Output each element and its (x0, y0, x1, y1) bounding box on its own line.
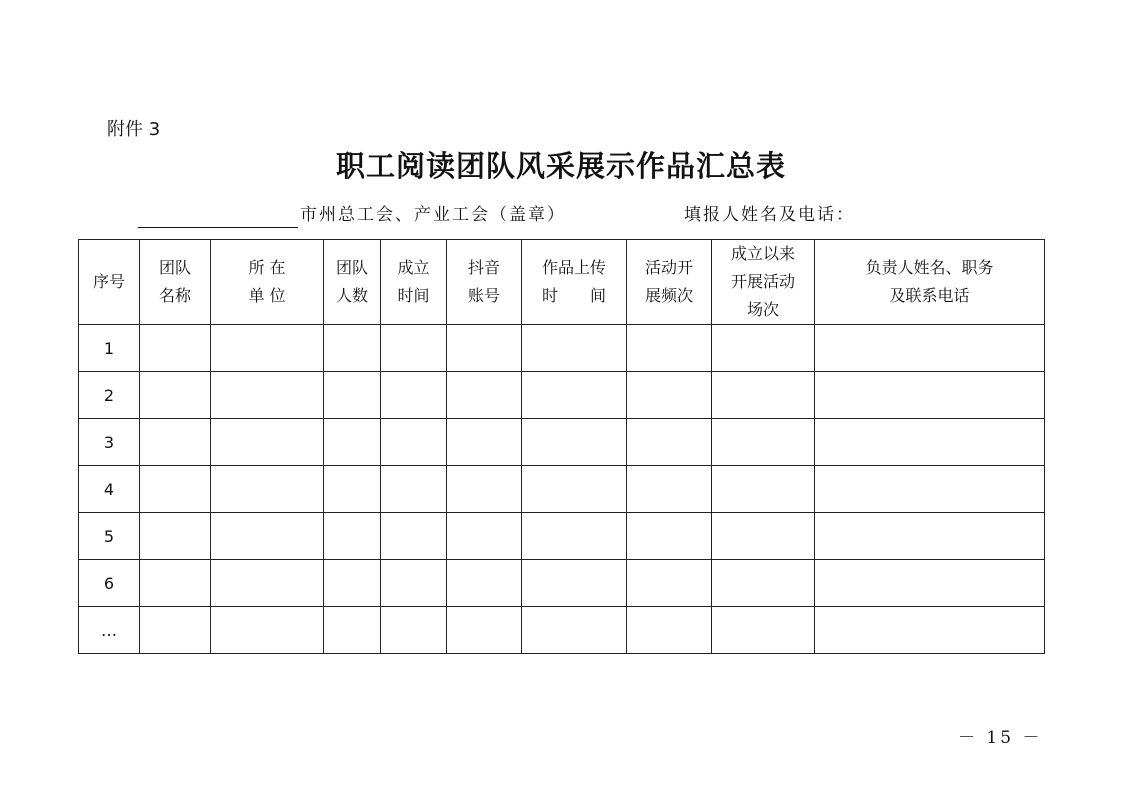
table-cell (815, 513, 1045, 560)
table-cell (522, 607, 627, 654)
table-cell (381, 372, 447, 419)
row-index: 2 (79, 372, 140, 419)
table-cell (712, 466, 815, 513)
row-index: 3 (79, 419, 140, 466)
table-cell (712, 607, 815, 654)
table-cell (211, 607, 324, 654)
header-index: 序号 (79, 240, 140, 325)
table-cell (712, 513, 815, 560)
table-cell (712, 325, 815, 372)
table-cell (140, 607, 211, 654)
table-cell (522, 372, 627, 419)
table-cell (712, 560, 815, 607)
row-index: 5 (79, 513, 140, 560)
submission-line (138, 202, 855, 228)
header-contact: 负责人姓名、职务 及联系电话 (815, 240, 1045, 325)
header-activity-frequency: 活动开 展频次 (627, 240, 712, 325)
table-row (79, 607, 1045, 654)
table-cell (447, 560, 522, 607)
table-cell (324, 560, 381, 607)
table-cell (815, 466, 1045, 513)
table-cell (211, 466, 324, 513)
table-cell (381, 560, 447, 607)
header-founded-time: 成立 时间 (381, 240, 447, 325)
table-cell (324, 419, 381, 466)
table-cell (381, 607, 447, 654)
table-cell (447, 513, 522, 560)
table-cell (211, 560, 324, 607)
table-cell (211, 372, 324, 419)
unit-blank-line (138, 207, 298, 228)
table-cell (324, 513, 381, 560)
table-cell (381, 419, 447, 466)
table-cell (447, 466, 522, 513)
table-cell (815, 560, 1045, 607)
table-cell (815, 325, 1045, 372)
table-cell (627, 372, 712, 419)
header-unit: 所 在 单 位 (211, 240, 324, 325)
row-index: 1 (79, 325, 140, 372)
document-title: 职工阅读团队风采展示作品汇总表 (335, 149, 786, 183)
table-cell (140, 372, 211, 419)
table-cell (381, 325, 447, 372)
table-cell (324, 466, 381, 513)
table-row (79, 419, 1045, 466)
row-index: … (79, 607, 140, 654)
filler-label: 填报人姓名及电话： (684, 205, 855, 225)
table-cell (627, 466, 712, 513)
header-douyin-account: 抖音 账号 (447, 240, 522, 325)
table-cell (447, 372, 522, 419)
table-cell (211, 419, 324, 466)
table-cell (627, 560, 712, 607)
table-cell (627, 513, 712, 560)
summary-table (78, 239, 1045, 654)
table-cell (324, 372, 381, 419)
header-team-size: 团队 人数 (324, 240, 381, 325)
table-cell (712, 372, 815, 419)
table-cell (712, 419, 815, 466)
table-cell (140, 560, 211, 607)
header-activity-count: 成立以来 开展活动 场次 (712, 240, 815, 325)
attachment-label: 附件 3 (107, 119, 161, 140)
table-cell (447, 607, 522, 654)
table-cell (522, 513, 627, 560)
table-cell (381, 513, 447, 560)
header-team-name: 团队 名称 (140, 240, 211, 325)
table-row (79, 372, 1045, 419)
table-row (79, 560, 1045, 607)
table-cell (522, 466, 627, 513)
table-cell (627, 325, 712, 372)
header-upload-time: 作品上传 时 间 (522, 240, 627, 325)
table-cell (140, 466, 211, 513)
header-row (79, 240, 1045, 325)
table-cell (324, 325, 381, 372)
table-cell (522, 419, 627, 466)
page-number: － 15 － (958, 728, 1043, 748)
table-cell (815, 419, 1045, 466)
table-cell (447, 419, 522, 466)
table-cell (140, 513, 211, 560)
table-row (79, 466, 1045, 513)
table-cell (627, 607, 712, 654)
unit-label: 市州总工会、产业工会（盖章） (300, 205, 566, 225)
table-row (79, 513, 1045, 560)
table-row (79, 325, 1045, 372)
table-cell (627, 419, 712, 466)
row-index: 4 (79, 466, 140, 513)
table-cell (815, 372, 1045, 419)
table-cell (211, 513, 324, 560)
table-cell (815, 607, 1045, 654)
table-cell (140, 419, 211, 466)
table-cell (522, 560, 627, 607)
table-cell (211, 325, 324, 372)
table-cell (140, 325, 211, 372)
table-cell (522, 325, 627, 372)
table-cell (381, 466, 447, 513)
row-index: 6 (79, 560, 140, 607)
table-cell (324, 607, 381, 654)
table-cell (447, 325, 522, 372)
